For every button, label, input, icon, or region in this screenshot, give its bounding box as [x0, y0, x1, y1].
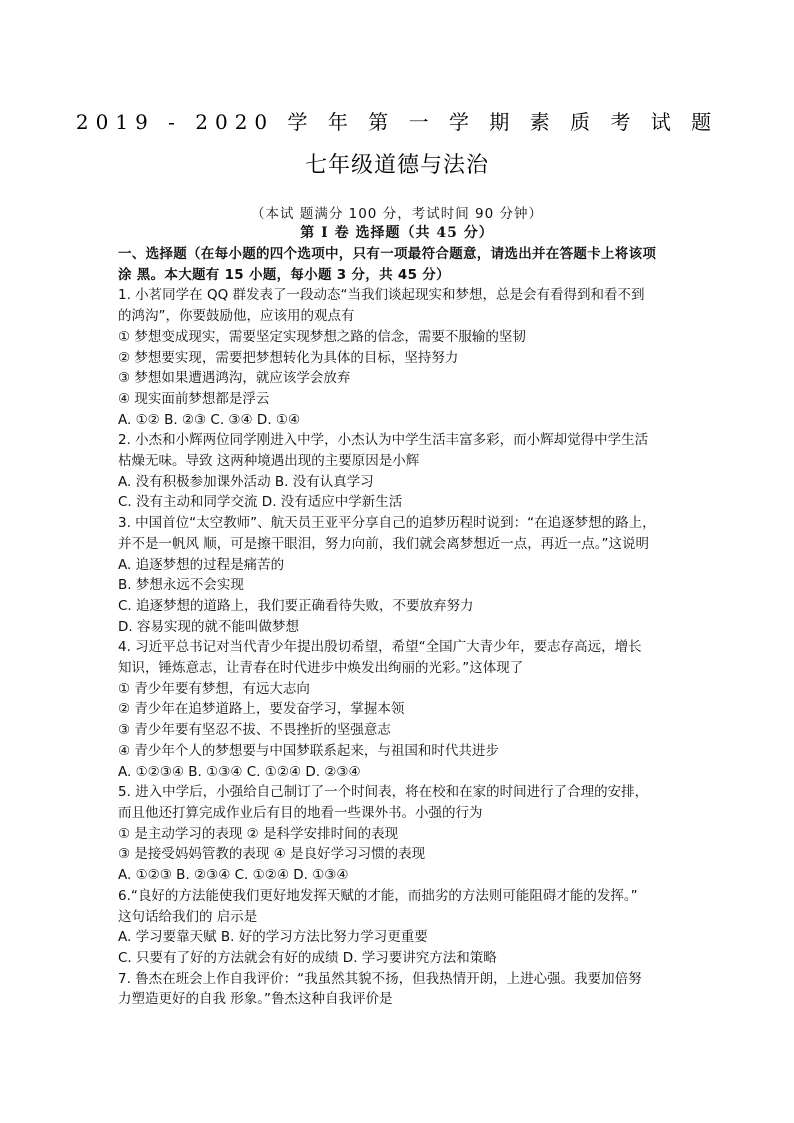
options-line: C. 没有主动和同学交流 D. 没有适应中学新生活: [118, 494, 403, 511]
question-line: 4. 习近平总书记对当代青少年提出殷切希望，希望“全国广大青少年，要志存高远，增长: [118, 639, 642, 656]
statement-line: ③ 梦想如果遭遇鸿沟，就应该学会放弃: [118, 370, 351, 387]
option-line: D. 容易实现的就不能叫做梦想: [118, 618, 299, 635]
question-line: 而且他还打算完成作业后有目的地看一些课外书。小强的行为: [118, 804, 483, 821]
statement-line: ④ 青少年个人的梦想要与中国梦联系起来，与祖国和时代共进步: [118, 742, 499, 759]
statement-line: ① 是主动学习的表现 ② 是科学安排时间的表现: [118, 825, 399, 842]
section-instruction-line: 涂 黑。本大题有 15 小题，每小题 3 分，共 45 分）: [118, 266, 450, 283]
statement-line: ③ 是接受妈妈管教的表现 ④ 是良好学习习惯的表现: [118, 846, 426, 863]
options-line: A. 学习要靠天赋 B. 好的学习方法比努力学习更重要: [118, 929, 428, 946]
question-line: 6.“良好的方法能使我们更好地发挥天赋的才能，而拙劣的方法则可能阻碍才能的发挥。”: [118, 887, 638, 904]
section-instruction-line: 一、选择题（在每小题的四个选项中，只有一项最符合题意，请选出并在答题卡上将该项: [118, 246, 657, 262]
option-line: B. 梦想永远不会实现: [118, 577, 244, 594]
question-line: 枯燥无味。导致 这两种境遇出现的主要原因是小辉: [118, 453, 420, 470]
question-line: 知识，锤炼意志，让青春在时代进步中焕发出绚丽的光彩。”这体现了: [118, 660, 524, 677]
statement-line: ② 青少年在追梦道路上，要发奋学习，掌握本领: [118, 701, 405, 718]
exam-title: 2019 - 2020 学 年 第 一 学 期 素 质 考 试 题: [75, 110, 719, 134]
statement-line: ③ 青少年要有坚忍不拔、不畏挫折的坚强意志: [118, 722, 391, 739]
question-line: 1. 小茗同学在 QQ 群发表了一段动态“当我们谈起现实和梦想，总是会有看得到和看不到: [118, 287, 645, 304]
section-header: 第 I 卷 选择题（共 45 分）: [300, 225, 494, 241]
question-line: 3. 中国首位“太空教师”、航天员王亚平分享自己的追梦历程时说到：“在追逐梦想的路上，: [118, 515, 656, 532]
exam-instructions: （本试 题满分 100 分，考试时间 90 分钟）: [251, 206, 543, 222]
options-line: A. ①②③④ B. ①③④ C. ①②④ D. ②③④: [118, 763, 361, 780]
question-line: 并不是一帆风 顺，可是擦干眼泪，努力向前，我们就会离梦想近一点，再近一点。”这说明: [118, 535, 650, 552]
question-line: 7. 鲁杰在班会上作自我评价：“我虽然其貌不扬，但我热情开朗，上进心强。我要加倍努: [118, 970, 642, 987]
question-line: 5. 进入中学后，小强给自己制订了一个时间表，将在校和在家的时间进行了合理的安排，: [118, 784, 649, 801]
question-line: 力塑造更好的自我 形象。”鲁杰这种自我评价是: [118, 991, 393, 1008]
options-line: C. 只要有了好的方法就会有好的成绩 D. 学习要讲究方法和策略: [118, 949, 497, 966]
question-line: 这句话给我们的 启示是: [118, 908, 258, 925]
option-line: A. 追逐梦想的过程是痛苦的: [118, 556, 285, 573]
exam-subject: 七年级道德与法治: [304, 153, 489, 178]
options-line: A. 没有积极参加课外活动 B. 没有认真学习: [118, 473, 374, 490]
options-line: A. ①② B. ②③ C. ③④ D. ①④: [118, 411, 301, 428]
statement-line: ① 青少年要有梦想，有远大志向: [118, 680, 310, 697]
question-line: 2. 小杰和小辉两位同学刚进入中学，小杰认为中学生活丰富多彩，而小辉却觉得中学生活: [118, 432, 649, 449]
statement-line: ④ 现实面前梦想都是浮云: [118, 390, 270, 407]
statement-line: ① 梦想变成现实，需要坚定实现梦想之路的信念，需要不服输的坚韧: [118, 328, 526, 345]
option-line: C. 追逐梦想的道路上，我们要正确看待失败，不要放弃努力: [118, 597, 474, 614]
question-body: [118, 244, 678, 1010]
options-line: A. ①②③ B. ②③④ C. ①②④ D. ①③④: [118, 867, 349, 884]
statement-line: ② 梦想要实现，需要把梦想转化为具体的目标，坚持努力: [118, 349, 459, 366]
question-line: 的鸿沟”，你要鼓励他，应该用的观点有: [118, 308, 355, 325]
